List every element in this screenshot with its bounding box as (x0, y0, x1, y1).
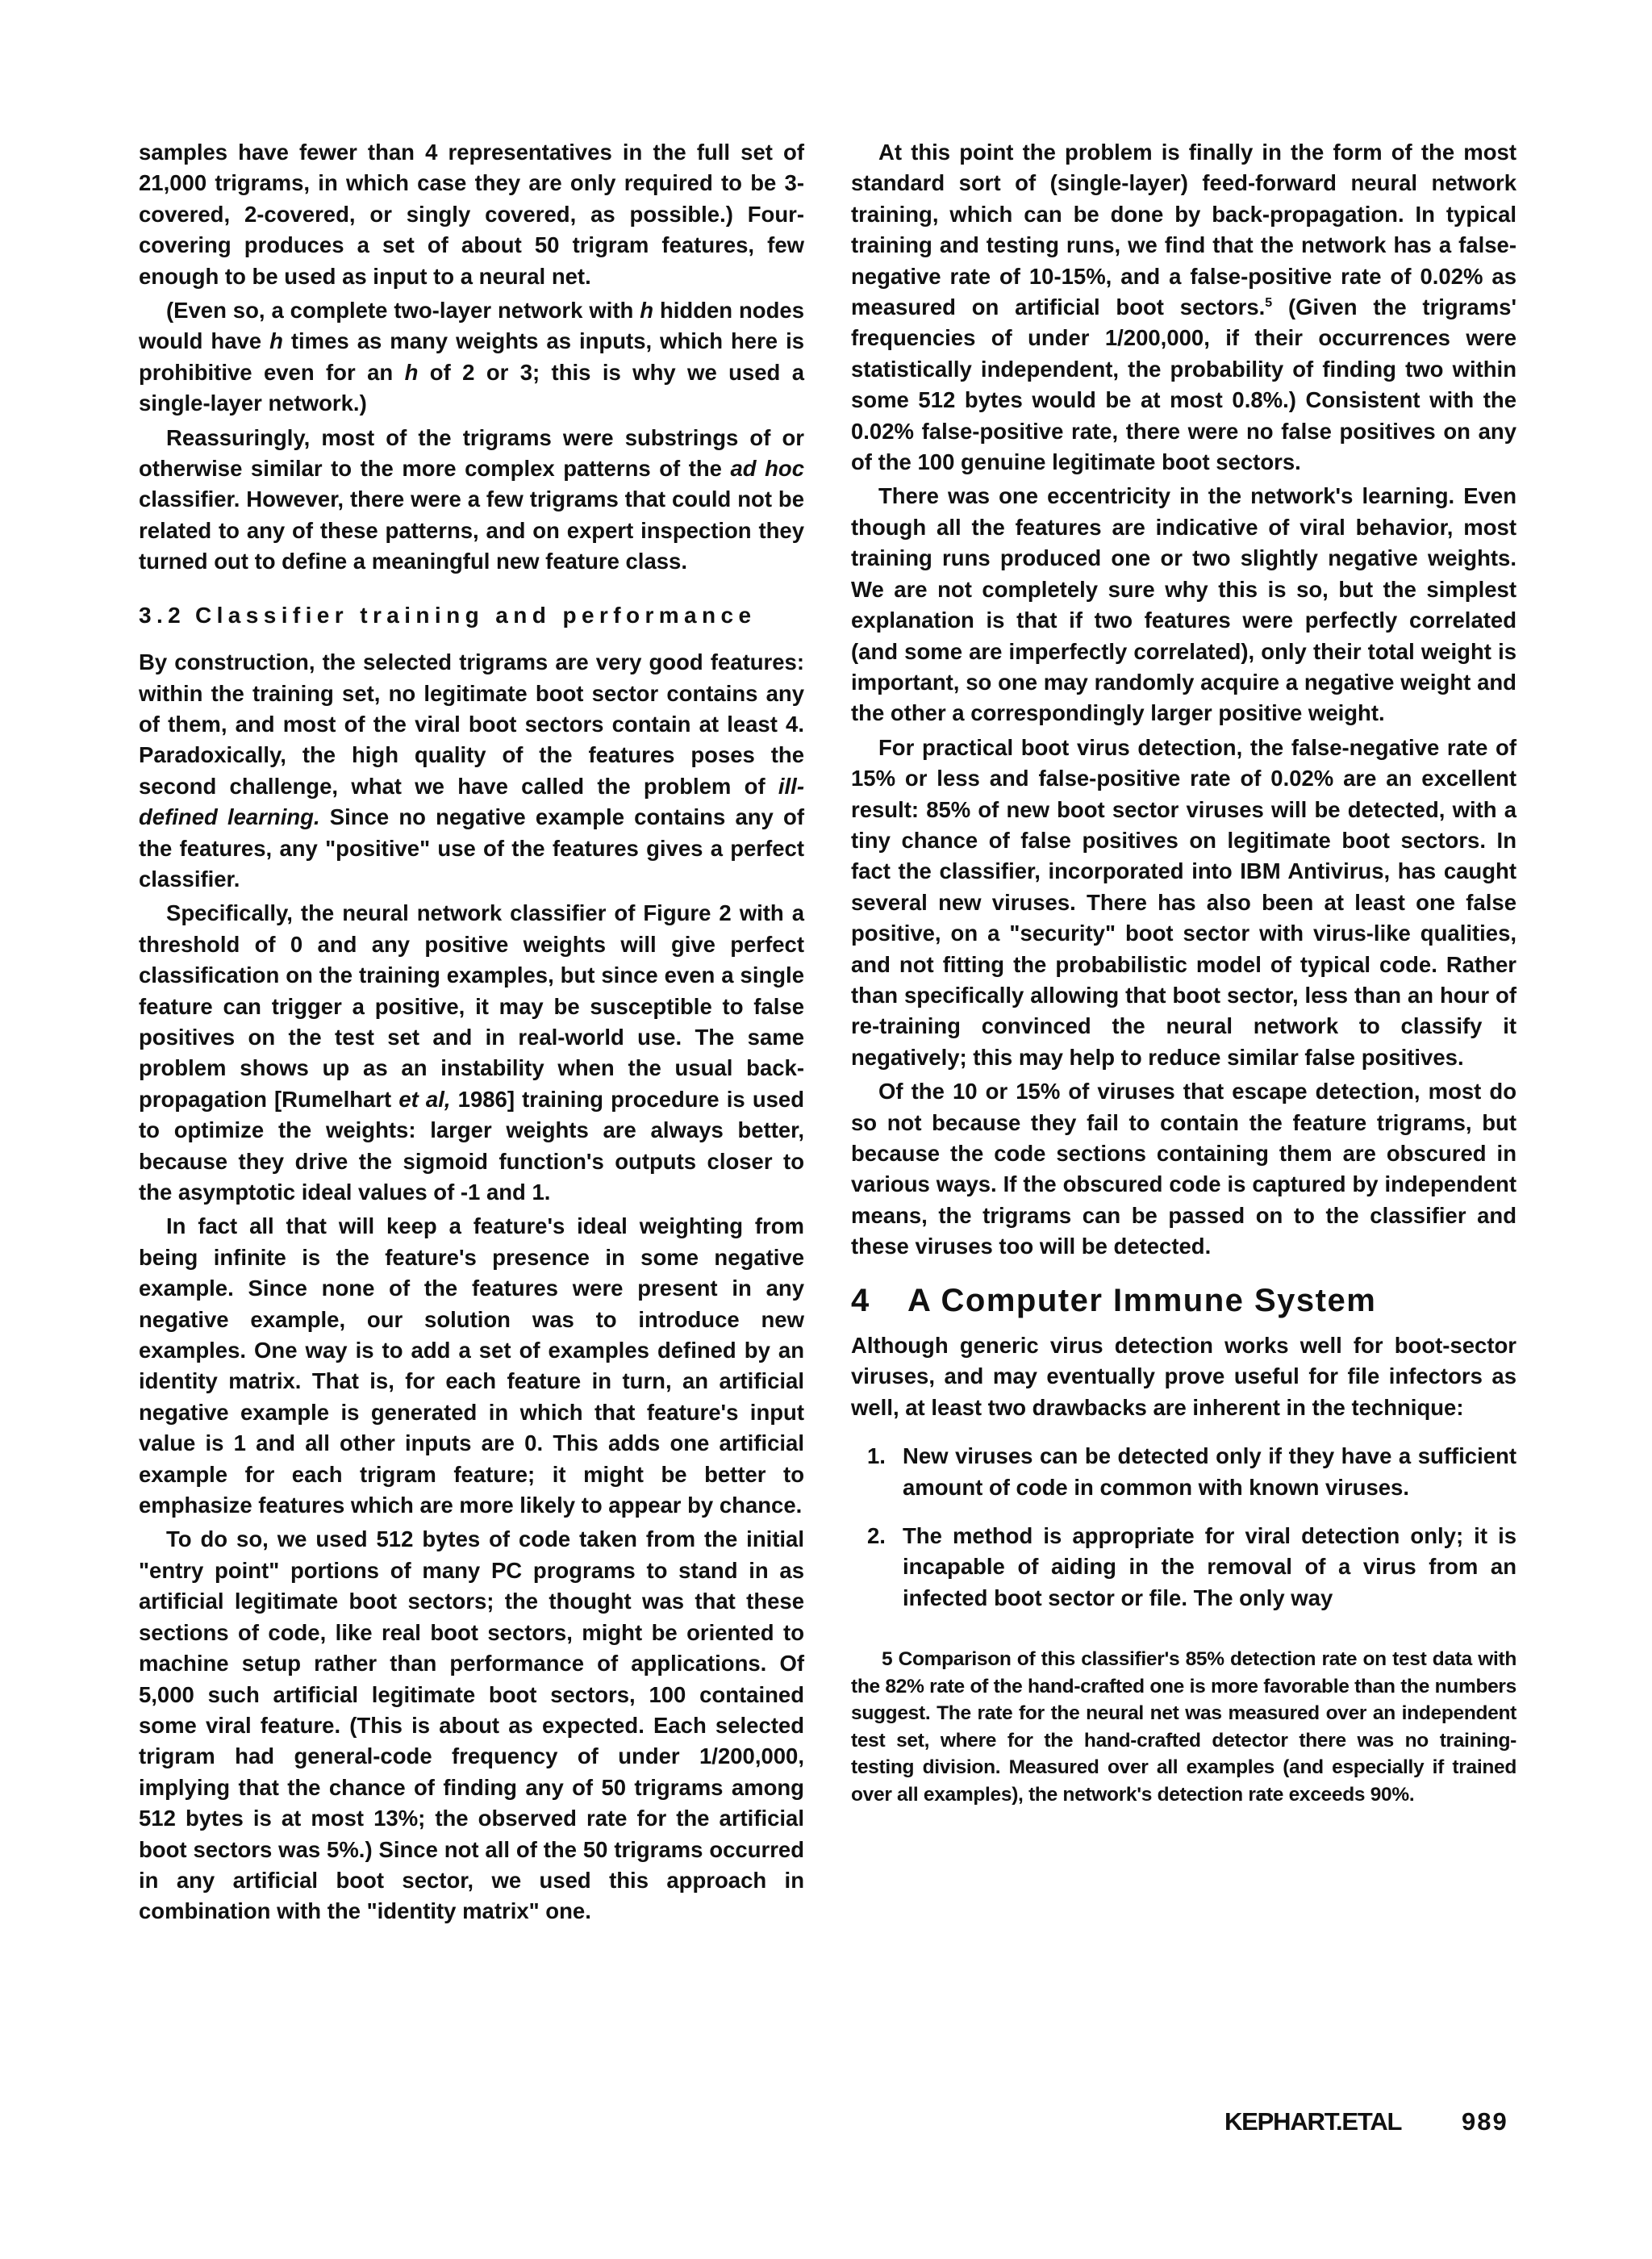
section-title: A Computer Immune System (907, 1282, 1377, 1318)
section-number: 4 (851, 1282, 870, 1318)
paragraph: By construction, the selected trigrams are very good features: within the training set, no legitimate boot sector contains any of them, and most of the viral boot sectors contain at least 4. Paradoxically, the high quality of the features poses the second challenge, what we have called the problem of ill-defined learning. Since no negative example contains any of the features, any "positive" use of the features gives a perfect classifier. (139, 649, 804, 891)
section-heading (851, 1282, 1516, 1318)
list-item-text: New viruses can be detected only if they have a sufficient amount of code in common with known viruses. (903, 1443, 1516, 1500)
paragraph: Of the 10 or 15% of viruses that escape detection, most do so not because they fail to contain the feature trigrams, but because the code sections containing them are obscured in various ways. If the obscured code is captured by independent means, the trigrams can be passed on to the classifier and these viruses too will be detected. (851, 1079, 1516, 1259)
footnote: 5 Comparison of this classifier's 85% detection rate on test data with the 82% rate of the hand-crafted one is more favorable than the numbers suggest. The rate for the neural net was measured over an independent test set, where for the hand-crafted detector there was no training-testing division. Measured over all examples (and especially if trained over all examples), the network's detection rate exceeds 90%. (851, 1648, 1516, 1806)
paragraph: For practical boot virus detection, the false-negative rate of 15% or less and false-positive rate of 0.02% are an excellent result: 85% of new boot sector viruses will be detected, with a tiny chance of false positives on legitimate boot sectors. In fact the classifier, incorporated into IBM Antivirus, has caught several new viruses. There has also been at least one false positive, on a "security" boot sector with virus-like qualities, and not fitting the probabilistic model of typical code. Rather than specifically allowing that boot sector, less than an hour of re-training convinced the neural network to classify it negatively; this may help to reduce similar false positives. (851, 734, 1516, 1070)
paragraph: At this point the problem is finally in the form of the most standard sort of (single-layer) feed-forward neural network training, which can be done by back-propagation. In typical training and testing runs, we find that the network has a false-negative rate of 10-15%, and a false-positive rate of 0.02% as measured on artificial boot sectors.$^5$ (Given the trigrams' frequencies of under 1/200,000, if their occurrences were statistically independent, the probability of finding two within some 512 bytes would be at most 0.8%.) Consistent with the 0.02% false-positive rate, there were no false positives on any of the 100 genuine legitimate boot sectors. (851, 140, 1517, 475)
subsection-number: 3.2 (139, 602, 186, 628)
paragraph: To do so, we used 512 bytes of code taken from the initial "entry point" portions of many PC programs to stand in as artificial legitimate boot sectors; the thought was that these sections of code, like real boot sectors, might be oriented to machine setup rather than performance of applications. Of 5,000 such artificial legitimate boot sectors, 100 contained some viral feature. (This is about as expected. Each selected trigram had general-code frequency of under 1/200,000, implying that the chance of finding any of 50 trigrams among 512 bytes is at most 13%; the observed rate for the artificial boot sectors was 5%.) Since not all of the 50 trigrams occurred in any artificial boot sector, we used this approach in combination with the "identity matrix" one. (139, 1526, 804, 1924)
list-item-text: The method is appropriate for viral detection only; it is incapable of aiding in the removal of a virus from an infected boot sector or file. The only way (903, 1523, 1516, 1610)
list-item (851, 1441, 1516, 1503)
paragraph: There was one eccentricity in the network's learning. Even though all the features are indicative of viral behavior, most training runs produced one or two slightly negative weights. We are not completely sure why this is so, but the simplest explanation is that if two features were perfectly correlated (and some are imperfectly correlated), only their total weight is important, so one may randomly acquire a negative weight and the other a correspondingly larger positive weight. (851, 483, 1516, 726)
paragraph: samples have fewer than 4 representatives in the full set of 21,000 trigrams, in which case they are only required to be 3-covered, 2-covered, or singly covered, as possible.) Four-covering produces a set of about 50 trigram features, few enough to be used as input to a neural net. (139, 140, 804, 289)
paragraph: Specifically, the neural network classifier of Figure 2 with a threshold of 0 and any positive weights will give perfect classification on the training examples, but since even a single feature can trigger a positive, it may be susceptible to false positives on the test set and in real-world use. The same problem shows up as an instability when the usual back-propagation [Rumelhart et al, 1986] training procedure is used to optimize the weights: larger weights are always better, because they drive the sigmoid function's outputs closer to the asymptotic ideal values of -1 and 1. (139, 900, 805, 1205)
paragraph: Reassuringly, most of the trigrams were substrings of or otherwise similar to the more complex patterns of the ad hoc classifier. However, there were a few trigrams that could not be related to any of these patterns, and on expert inspection they turned out to define a meaningful new feature class. (139, 424, 804, 574)
right-column (851, 137, 1516, 1808)
page-number: 989 (1462, 2107, 1508, 2136)
paragraph: (Even so, a complete two-layer network with h hidden nodes would have h times as many weights as inputs, which here is prohibitive even for an h of 2 or 3; this is why we used a single-layer network.) (139, 298, 805, 416)
subsection-heading (139, 600, 804, 631)
numbered-list (851, 1441, 1516, 1614)
left-column (139, 137, 804, 1931)
list-number: 1. (867, 1443, 886, 1469)
subsection-title: Classifier training and performance (195, 602, 757, 628)
running-head: KEPHART.ETAL (1224, 2107, 1402, 2136)
paragraph: Although generic virus detection works well for boot-sector viruses, and may eventually prove useful for file infectors as well, at least two drawbacks are inherent in the technique: (851, 1333, 1516, 1420)
paragraph: In fact all that will keep a feature's ideal weighting from being infinite is the feature's presence in some negative example. Since none of the features were present in any negative example, our solution was to introduce new examples. One way is to add a set of examples defined by an identity matrix. That is, for each feature in turn, an artificial negative example is generated in which that feature's input value is 1 and all other inputs are 0. This adds one artificial example for each trigram feature; it might be better to emphasize features which are more likely to appear by chance. (139, 1213, 804, 1518)
list-number: 2. (867, 1523, 886, 1549)
list-item (851, 1521, 1516, 1614)
footnote-marker: 5 (1265, 295, 1273, 310)
